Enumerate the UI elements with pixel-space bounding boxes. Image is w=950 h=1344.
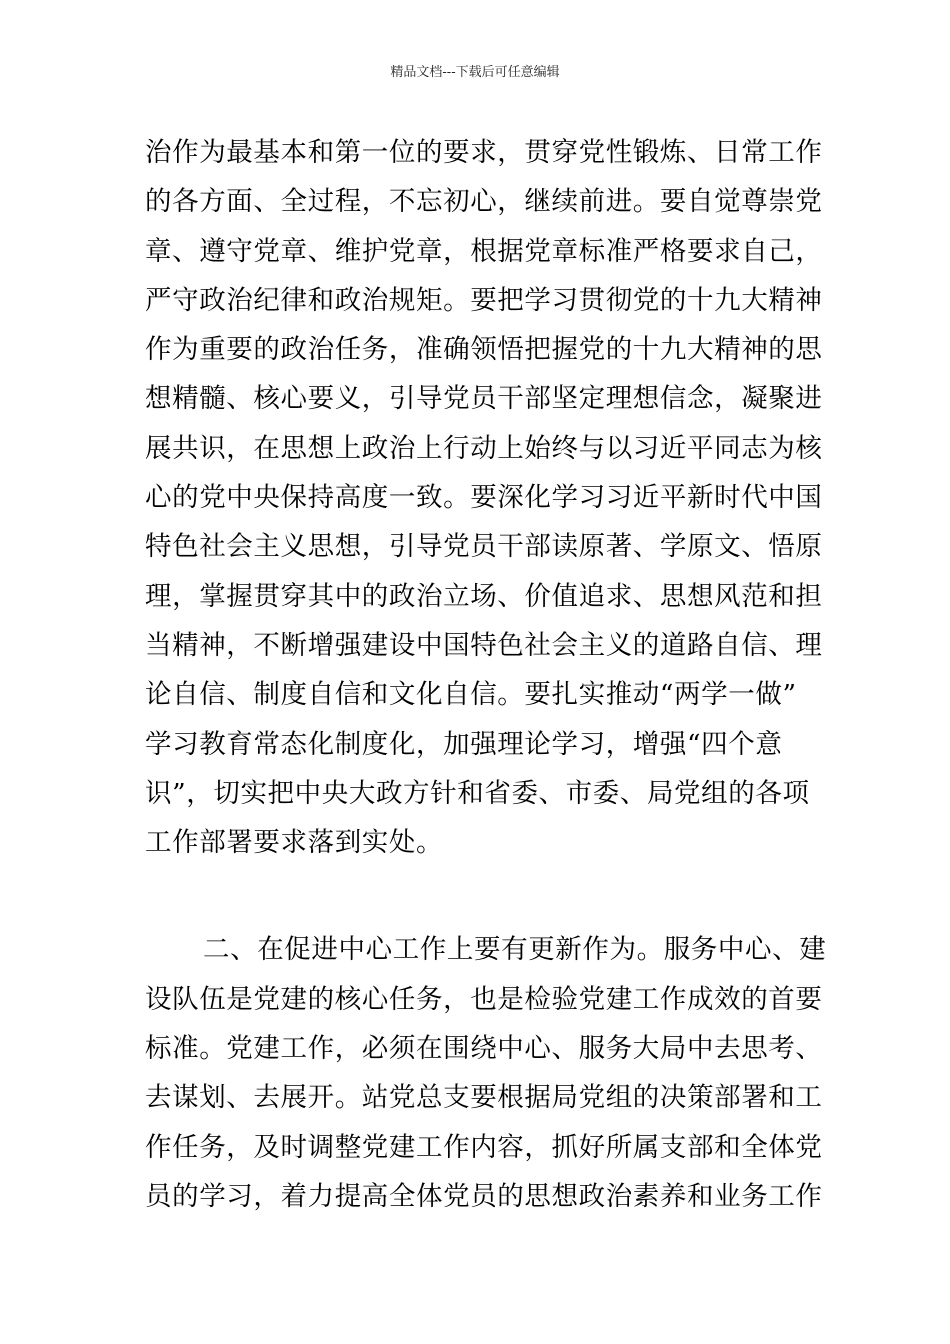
text-line: 治作为最基本和第一位的要求，贯穿党性锻炼、日常工作 bbox=[145, 137, 823, 168]
text-line: 的各方面、全过程，不忘初心，继续前进。要自觉尊崇党 bbox=[145, 186, 823, 218]
text-line: 展共识，在思想上政治上行动上始终与以习近平同志为核 bbox=[145, 432, 823, 464]
text-line: 章、遵守党章、维护党章，根据党章标准严格要求自己， bbox=[145, 235, 823, 267]
text-line: 工作部署要求落到实处。 bbox=[145, 827, 444, 859]
page-header: 精品文档---下载后可任意编辑 bbox=[390, 65, 560, 80]
paragraph-1 bbox=[145, 128, 823, 867]
text-line: 标准。党建工作，必须在围绕中心、服务大局中去思考、 bbox=[145, 1033, 823, 1065]
text-line: 想精髓、核心要义，引导党员干部坚定理想信念，凝聚进 bbox=[145, 383, 823, 415]
text-line: 学习教育常态化制度化，加强理论学习，增强“四个意 bbox=[145, 728, 783, 760]
text-line: 员的学习，着力提高全体党员的思想政治素养和业务工作 bbox=[145, 1180, 823, 1212]
text-line: 作为重要的政治任务，准确领悟把握党的十九大精神的思 bbox=[145, 334, 823, 366]
text-line: 去谋划、去展开。站党总支要根据局党组的决策部署和工 bbox=[145, 1082, 823, 1114]
text-line: 设队伍是党建的核心任务，也是检验党建工作成效的首要 bbox=[145, 983, 823, 1015]
paragraph-spacer bbox=[145, 867, 810, 925]
document-body bbox=[145, 128, 827, 1221]
text-line: 二、在促进中心工作上要有更新作为。服务中心、建 bbox=[203, 934, 827, 966]
text-line: 当精神，不断增强建设中国特色社会主义的道路自信、理 bbox=[145, 629, 823, 661]
text-line: 理，掌握贯穿其中的政治立场、价值追求、思想风范和担 bbox=[145, 580, 823, 612]
text-line: 心的党中央保持高度一致。要深化学习习近平新时代中国 bbox=[145, 482, 823, 514]
text-line: 作任务，及时调整党建工作内容，抓好所属支部和全体党 bbox=[145, 1131, 823, 1163]
text-line: 论自信、制度自信和文化自信。要扎实推动“两学一做” bbox=[145, 679, 797, 711]
text-line: 识”，切实把中央大政方针和省委、市委、局党组的各项 bbox=[145, 777, 810, 809]
text-line: 严守政治纪律和政治规矩。要把学习贯彻党的十九大精神 bbox=[145, 284, 823, 316]
text-line: 特色社会主义思想，引导党员干部读原著、学原文、悟原 bbox=[145, 531, 823, 563]
paragraph-2 bbox=[145, 925, 827, 1221]
